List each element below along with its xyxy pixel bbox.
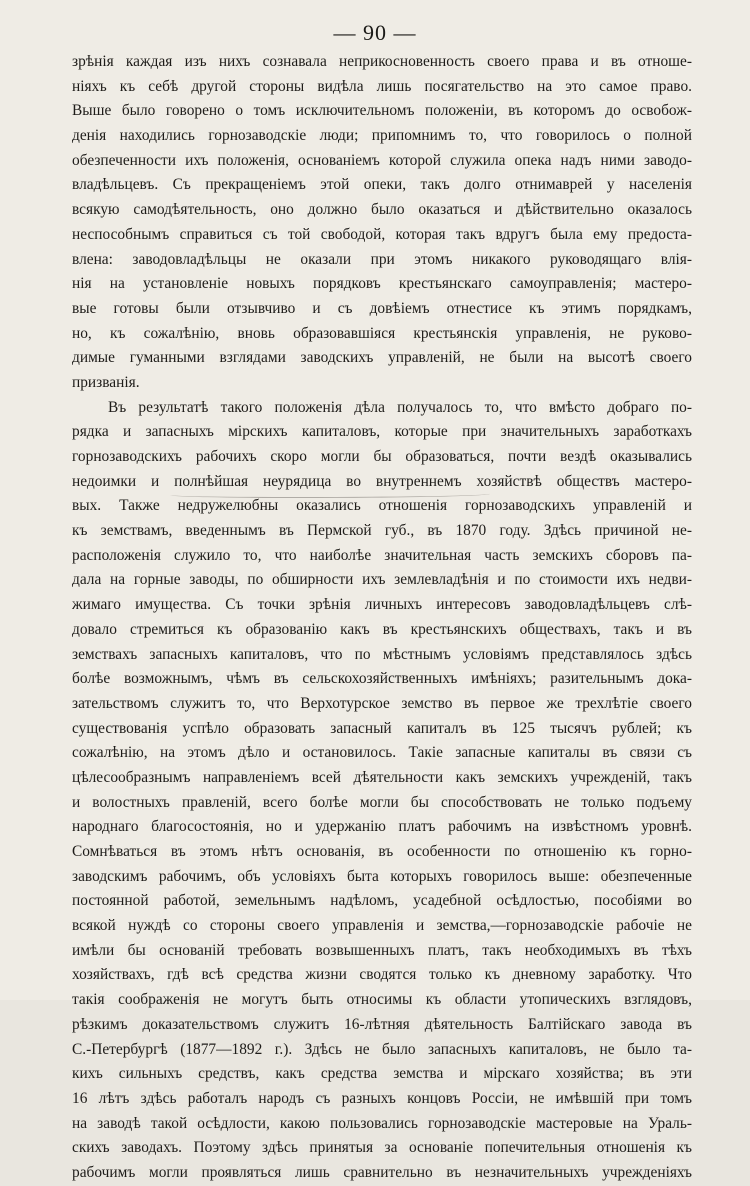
text-line: расположенія служило то, что наиболѣе значительная часть земскихъ сборовъ па- — [72, 546, 692, 564]
text-line: призванія. — [72, 373, 140, 391]
text-line: постоянной работой, земельнымъ надѣломъ, усадебной осѣдлостью, пособіями во — [72, 892, 692, 910]
text-line: зрѣнія каждая изъ нихъ сознавала неприкосновенность своего права и въ отноше- — [72, 53, 692, 70]
text-line: болѣе возможнымъ, чѣмъ въ сельскохозяйственныхъ имѣніяхъ; разительнымъ дока- — [72, 670, 692, 688]
page-number: — 90 — — [333, 20, 417, 45]
body-text — [72, 50, 692, 1186]
text-line: всякую самодѣятельность, оно должно было оказаться и дѣйствительно оказалось — [72, 201, 692, 219]
text-line: зательствомъ служитъ то, что Верхотурское земство въ первое же трехлѣтіе своего — [72, 694, 692, 712]
text-line: обезпеченности ихъ положенія, основаніемъ которой служила опека надъ ними заводо- — [72, 151, 692, 169]
text-line: С.-Петербургѣ (1877—1892 г.). Здѣсь не было запасныхъ капиталовъ, не было та- — [72, 1040, 692, 1058]
text-line: Выше было говорено о томъ исключительномъ положеніи, въ которомъ до освобож- — [72, 102, 692, 120]
text-line: кихъ сильныхъ средствъ, какъ средства земства и мірскаго хозяйства; въ эти — [72, 1065, 692, 1083]
text-line: всякой нуждѣ со стороны своего управленія и земства,—горнозаводскіе рабочіе не — [72, 917, 692, 935]
text-line: вые готовы были отзывчиво и съ довѣіемъ отнестисе къ этимъ порядкамъ, — [72, 299, 692, 317]
text-line: денія находились горнозаводскіе люди; припомнимъ то, что говорилось о полной — [72, 127, 692, 145]
text-line: недоимки и полнѣйшая неурядица во внутреннемъ хозяйствѣ обществъ мастеро- — [72, 472, 692, 490]
text-line: 16 лѣтъ здѣсь работалъ народъ съ разныхъ концовъ Россіи, не имѣвшій при томъ — [72, 1089, 692, 1107]
text-line: довало стремиться къ образованію какъ въ крестьянскихъ обществахъ, такъ и въ — [72, 620, 692, 638]
text-line: и волостныхъ правленій, всего болѣе могли бы способствовать не только подъему — [72, 793, 692, 811]
text-line: народнаго благосостоянія, но и удержанію платъ рабочимъ на извѣстномъ уровнѣ. — [72, 818, 692, 836]
text-line: къ земствамъ, введеннымъ въ Пермской губ., въ 1870 году. Здѣсь причиной не- — [72, 522, 692, 540]
text-line: горнозаводскихъ рабочихъ скоро могли бы образоваться, почти вездѣ оказывались — [72, 448, 692, 465]
text-line: неспособнымъ справиться съ той свободой, которая такъ вдругъ была ему предоста- — [72, 225, 692, 243]
text-line: рабочимъ могли проявляться лишь сравнительно въ незначительныхъ учрежденіяхъ — [72, 1163, 692, 1181]
text-line: жимаго имущества. Съ точки зрѣнія личныхъ интересовъ заводовладѣльцевъ слѣ- — [72, 596, 692, 614]
text-line: на заводѣ такой осѣдлости, какою пользовались горнозаводскіе мастеровые на Ураль- — [72, 1114, 692, 1132]
text-line: существованія успѣло образовать запасный капиталъ въ 125 тысячъ рублей; къ — [72, 719, 692, 737]
text-line: нія на установленіе новыхъ порядковъ крестьянскаго самоуправленія; мастеро- — [72, 275, 692, 293]
text-line: рѣзкимъ доказательствомъ служитъ 16-лѣтняя дѣятельность Балтійскаго завода въ — [72, 1015, 692, 1033]
text-line: цѣлесообразнымъ направленіемъ всей дѣятельности какъ земскихъ учрежденій, такъ — [72, 768, 692, 786]
text-line: сожалѣнію, на этомъ дѣло и остановилось. Такіе запасные капиталы въ связи съ — [72, 744, 692, 762]
text-line: вых. Также недружелюбны оказались отношенія горнозаводскихъ управленій и — [72, 497, 692, 515]
text-line: такія соображенія не могутъ быть относимы къ области утопическихъ взглядовъ, — [72, 991, 692, 1009]
text-line: имѣли бы основаній требовать возвышенныхъ платъ, такъ необходимыхъ въ тѣхъ — [72, 941, 692, 959]
text-line: хозяйствахъ, гдѣ всѣ средства жизни сводятся только къ дневному заработку. Что — [72, 966, 692, 984]
text-line: земствахъ запасныхъ капиталовъ, что по мѣстнымъ условіямъ представлялось здѣсь — [72, 645, 692, 663]
text-line: скихъ заводахъ. Поэтому здѣсь принятыя за основаніе попечительныя отношенія къ — [72, 1139, 692, 1157]
text-line: заводскимъ рабочимъ, объ условіяхъ быта которыхъ говорилось выше: обезпеченные — [72, 867, 692, 885]
text-line: дала на горные заводы, по обширности ихъ землевладѣнія и по стоимости ихъ недви- — [72, 571, 692, 589]
text-line: ніяхъ къ себѣ другой стороны видѣла лишь посягательство на это самое право. — [72, 77, 692, 95]
text-line: Сомнѣваться въ этомъ нѣтъ основанія, въ особенности по отношенію къ горно- — [72, 843, 692, 860]
text-line: димые гуманными взглядами заводскихъ управленій, не были на высотѣ своего — [72, 349, 692, 367]
text-line: владѣльцевъ. Съ прекращеніемъ этой опеки, такъ долго отнимаврей у населенія — [72, 176, 692, 194]
text-line: Въ результатѣ такого положенія дѣла получалось то, что вмѣсто добраго по- — [108, 398, 692, 416]
text-line: но, къ сожалѣнію, вновь образовавшіяся крестьянскія управленія, не руково- — [72, 324, 692, 342]
text-line: влена: заводовладѣльцы не оказали при этомъ никакого руководящаго влія- — [72, 250, 692, 268]
text-line: рядка и запасныхъ мірскихъ капиталовъ, которые при значительныхъ заработкахъ — [72, 423, 692, 441]
